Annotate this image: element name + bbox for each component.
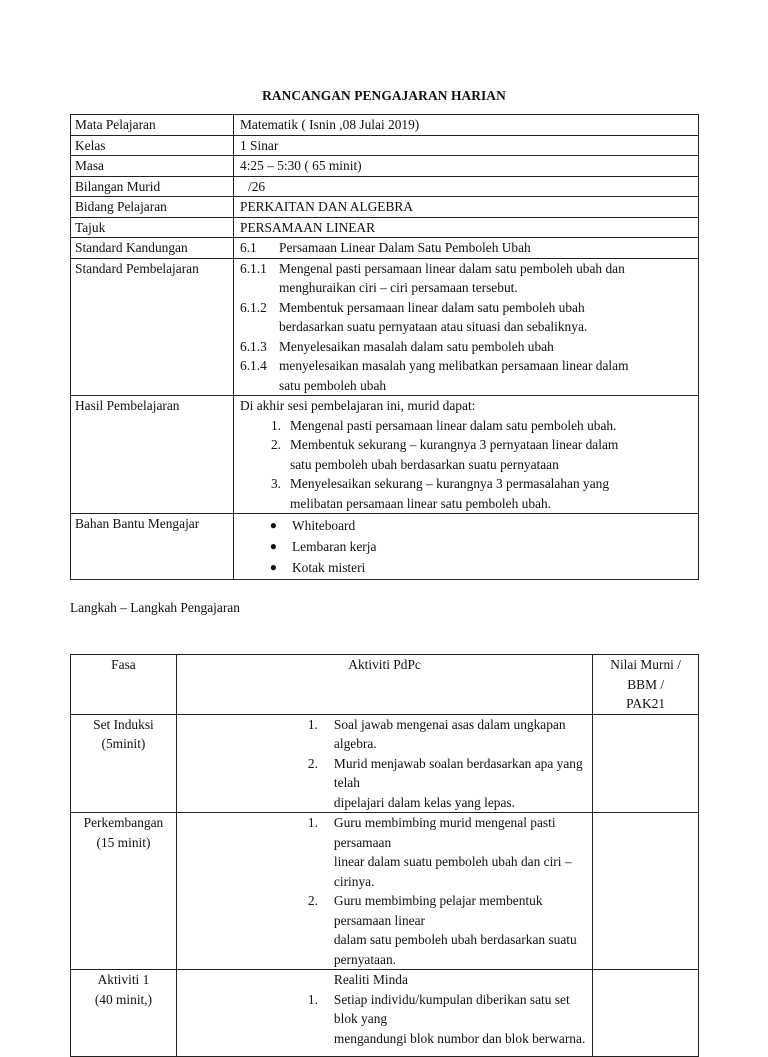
- item-number: 2.: [270, 437, 281, 452]
- item-text: satu pemboleh ubah berdasarkan suatu pernyataan: [290, 456, 559, 472]
- item-number: 3.: [270, 476, 281, 491]
- item-text: Mengenal pasti persamaan linear dalam satu pemboleh ubah.: [290, 417, 617, 433]
- item-text: berdasarkan suatu pernyataan atau situasi dan sebaliknya.: [279, 319, 588, 334]
- column-header-aktiviti: Aktiviti PdPc: [176, 655, 592, 715]
- outcome-intro: Di akhir sesi pembelajaran ini, murid dapat:: [240, 398, 476, 413]
- list-item: [240, 557, 694, 578]
- item-number: 2.: [307, 893, 318, 908]
- phase-duration: (15 minit): [96, 834, 151, 850]
- table-row: [71, 813, 699, 970]
- list-item: [240, 416, 694, 436]
- label-cell: Tajuk: [71, 217, 234, 238]
- page-title: RANCANGAN PENGAJARAN HARIAN: [262, 88, 506, 103]
- label-cell: Standard Kandungan: [71, 238, 234, 259]
- label-cell: Kelas: [71, 135, 234, 156]
- table-row: [71, 135, 699, 156]
- label-cell: Bahan Bantu Mengajar: [71, 514, 234, 580]
- value-cell: [593, 813, 699, 970]
- table-row: [71, 396, 699, 514]
- item-text: Membentuk sekurang – kurangnya 3 pernyataan linear dalam: [290, 437, 619, 452]
- table-row: [71, 197, 699, 218]
- activity-cell: [176, 813, 592, 970]
- phase-duration: (5minit): [101, 736, 146, 751]
- list-item: [240, 536, 694, 557]
- item-text: Menyelesaikan masalah dalam satu pemboleh ubah: [279, 338, 554, 354]
- value-cell: [234, 396, 699, 514]
- item-number: 6.1.3: [240, 338, 267, 354]
- table-row: [71, 238, 699, 259]
- list-item: [307, 891, 588, 969]
- item-text: Persamaan Linear Dalam Satu Pemboleh Ubah: [279, 240, 531, 255]
- value-cell: [593, 714, 699, 813]
- value-cell: [234, 514, 699, 580]
- table-row: [71, 970, 699, 1057]
- item-text: mengandungi blok numbor dan blok berwarna.: [333, 1030, 586, 1046]
- value-cell: PERKAITAN DAN ALGEBRA: [234, 197, 699, 218]
- item-text: linear dalam suatu pemboleh ubah dan ciri – cirinya.: [333, 854, 572, 889]
- table-row: [71, 258, 699, 396]
- item-number: 1.: [307, 716, 318, 732]
- value-cell: 4:25 – 5:30 ( 65 minit): [234, 156, 699, 177]
- item-number: 1.: [270, 417, 281, 433]
- value-cell: [234, 258, 699, 396]
- value-cell: [234, 238, 699, 259]
- phase-cell: [71, 813, 177, 970]
- item-text: menyelesaikan masalah yang melibatkan persamaan linear dalam: [279, 358, 629, 373]
- list-item: [240, 474, 694, 513]
- phase-name: Set Induksi: [93, 716, 154, 732]
- item-text: Guru membimbing pelajar membentuk persamaan linear: [333, 893, 543, 928]
- item-text: Setiap individu/kumpulan diberikan satu set blok yang: [333, 991, 570, 1026]
- table-row: [71, 514, 699, 580]
- list-item: [307, 715, 588, 754]
- list-item: [307, 990, 588, 1057]
- item-number: 1.: [307, 815, 318, 830]
- value-cell: /26: [234, 176, 699, 197]
- list-item: [307, 813, 588, 891]
- item-number: 6.1: [240, 240, 257, 255]
- item-number: 6.1.4: [240, 358, 267, 373]
- item-text: dalam satu pemboleh ubah berdasarkan suatu pernyataan.: [333, 932, 577, 967]
- item-number: 6.1.2: [240, 299, 267, 315]
- bullet-icon: ●: [269, 539, 277, 553]
- phase-name: Perkembangan: [83, 815, 164, 830]
- column-header-fasa: Fasa: [71, 655, 177, 715]
- table-header-row: [71, 655, 699, 715]
- table-row: [71, 115, 699, 136]
- item-text: Kotak misteri: [292, 560, 366, 575]
- label-cell: Bidang Pelajaran: [71, 197, 234, 218]
- item-text: Guru membimbing murid mengenal pasti persamaan: [333, 815, 556, 850]
- item-text: Soal jawab mengenai asas dalam ungkapan algebra.: [333, 716, 566, 751]
- item-text: Membentuk persamaan linear dalam satu pemboleh ubah: [279, 299, 585, 315]
- header-line: Nilai Murni /: [610, 657, 681, 672]
- activity-heading: Realiti Minda: [333, 972, 408, 987]
- bullet-icon: ●: [269, 560, 277, 574]
- item-text: Mengenal pasti persamaan linear dalam satu pemboleh ubah dan: [279, 260, 625, 276]
- list-item: [240, 356, 694, 395]
- table-row: [71, 156, 699, 177]
- phase-cell: [71, 714, 177, 813]
- item-text: Menyelesaikan sekurang – kurangnya 3 permasalahan yang: [290, 476, 610, 491]
- table-row: [71, 217, 699, 238]
- label-cell: Mata Pelajaran: [71, 115, 234, 136]
- item-text: melibatan persamaan linear satu pemboleh ubah.: [290, 495, 552, 511]
- item-number: 1.: [307, 991, 318, 1007]
- lesson-info-table: [70, 114, 699, 580]
- activity-cell: [176, 714, 592, 813]
- item-text: Lembaran kerja: [292, 539, 377, 554]
- label-cell: Hasil Pembelajaran: [71, 396, 234, 514]
- value-cell: 1 Sinar: [234, 135, 699, 156]
- header-line: PAK21: [626, 696, 666, 711]
- table-row: [71, 176, 699, 197]
- list-item: [240, 435, 694, 474]
- item-number: 6.1.1: [240, 260, 267, 276]
- item-text: Whiteboard: [292, 518, 356, 533]
- section-heading: Langkah – Langkah Pengajaran: [70, 600, 240, 615]
- value-cell: [593, 970, 699, 1057]
- list-item: [240, 298, 694, 337]
- item-text: Murid menjawab soalan berdasarkan apa yang telah: [333, 755, 583, 790]
- list-item: [240, 515, 694, 536]
- item-text: satu pemboleh ubah: [279, 377, 387, 393]
- activity-cell: [176, 970, 592, 1057]
- list-item: [240, 259, 694, 298]
- column-header-nilai: [593, 655, 699, 715]
- label-cell: Masa: [71, 156, 234, 177]
- value-cell: PERSAMAAN LINEAR: [234, 217, 699, 238]
- item-number: 2.: [307, 755, 318, 771]
- label-cell: Bilangan Murid: [71, 176, 234, 197]
- label-cell: Standard Pembelajaran: [71, 258, 234, 396]
- bullet-icon: ●: [269, 518, 277, 532]
- list-item: [307, 754, 588, 813]
- item-text: menghuraikan ciri – ciri persamaan tersebut.: [279, 280, 518, 295]
- phase-duration: (40 minit,): [94, 991, 153, 1007]
- phase-cell: [71, 970, 177, 1057]
- list-item: [240, 337, 694, 357]
- header-line: BBM /: [627, 676, 665, 692]
- teaching-steps-table: [70, 654, 699, 1057]
- table-row: [71, 714, 699, 813]
- item-text: dipelajari dalam kelas yang lepas.: [333, 794, 515, 810]
- phase-name: Aktiviti 1: [97, 972, 150, 987]
- value-cell: Matematik ( Isnin ,08 Julai 2019): [234, 115, 699, 136]
